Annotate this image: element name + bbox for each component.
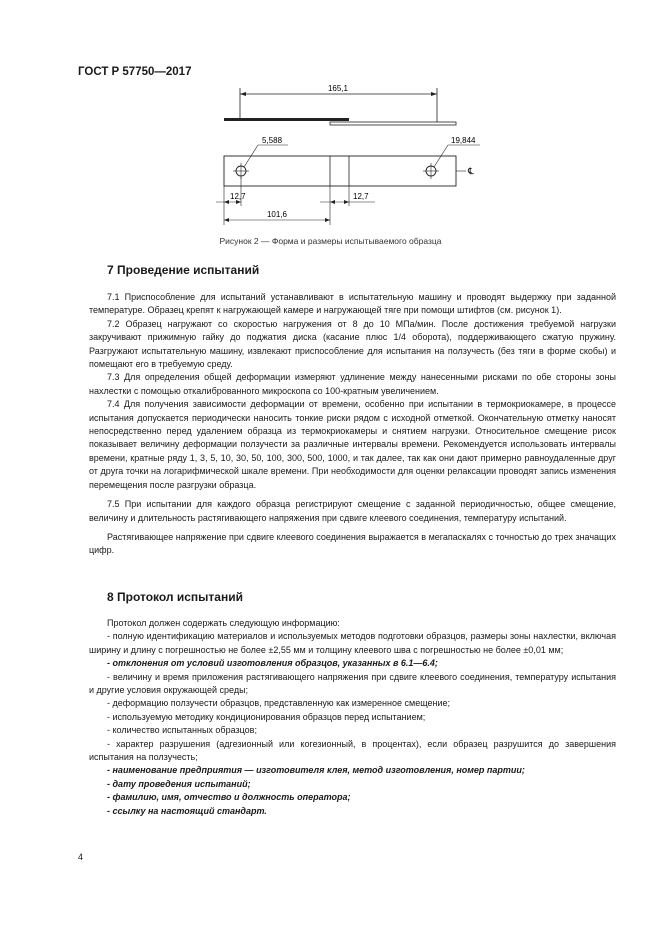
section-7-body [89,291,616,558]
page-number: 4 [78,852,84,862]
paragraph-7-3: 7.3 Для определения общей деформации измеряют удлинение между нанесенными рисками по обе стороны зоны нахлестки с помощью откалиброванного микроскопа со 100-кратным увеличением. [89,372,616,396]
document-header: ГОСТ Р 57750—2017 [78,66,192,78]
report-intro: Протокол должен содержать следующую информацию: [107,618,340,628]
dim-bottom-label: 101,6 [266,210,288,219]
report-item: - полную идентификацию материалов и используемых методов подготовки образцов, размеры зоны нахлестки, включая ширину и длину с погрешностью не более ±2,55 мм и толщину клеевого шва с погрешностью не более ±0,01 мм; [89,631,616,655]
report-item: - деформацию ползучести образцов, представленную как измеренное смещение; [107,698,451,709]
paragraph-7-1: 7.1 Приспособление для испытаний устанавливают в испытательную машину и проводят выдержку при заданной температуре. Образец крепят к нагружающей камере и нагружающей тяге при помощи штифтов (см. рисунок 1). [89,292,616,316]
report-item: - фамилию, имя, отчество и должность оператора; [107,792,351,803]
report-item: - величину и время приложения растягивающего напряжения при сдвиге клеевого соединения, температуру испытания и другие условия окружающей среды; [89,671,616,696]
dim-hole-right-label: 19,844 [451,136,476,145]
specimen-outline [224,156,456,186]
side-view-strip-right [330,122,456,125]
report-item: - количество испытанных образцов; [107,725,257,736]
report-item: - дату проведения испытаний; [107,778,251,789]
report-item: - используемую методику кондиционирования образцов перед испытанием; [107,711,426,722]
figure-caption: Рисунок 2 — Форма и размеры испытываемого образца [219,236,442,246]
dim-right-offset-label: 12,7 [353,192,369,201]
report-item: - наименование предприятия — изготовителя клея, метод изготовления, номер партии; [107,765,525,776]
dim-top-label: 165,1 [327,84,349,93]
paragraph-7-6: Растягивающее напряжение при сдвиге клеевого соединения выражается в мегапаскалях с точностью до трех значащих цифр. [89,531,616,556]
centerline-label: ℄ [468,166,474,176]
report-item: - ссылку на настоящий стандарт. [107,805,267,816]
paragraph-7-2: 7.2 Образец нагружают со скоростью нагружения от 8 до 10 МПа/мин. После достижения требуемой нагрузки закручивают прижимную гайку до поджатия диска (касание плюс 1/4 оборота), поддерживающего сжатую пружину. Разгружают испытательную машину, извлекают приспособление для испытания на ползучесть (без тяги в форме скобы) и помещают его в требуемую среду. [89,318,616,370]
specimen-drawing [0,80,661,245]
section-8-heading: 8 Протокол испытаний [107,590,243,604]
section-7-heading: 7 Проведение испытаний [107,263,260,277]
paragraph-7-4: 7.4 Для получения зависимости деформации от времени, особенно при испытании в термокриокамере, в процессе испытания допускается периодически наносить тонкие риски рядом с исходной отметкой. Окончательную отметку наносят непосредственно перед удалением образца из термокриокамеры и снятием нагрузки. Относительное смещение рисок показывает величину деформации ползучести за различные интервалы времени. Рекомендуется использовать интервалы времени, кратные ряду 1, 3, 5, 10, 30, 50, 100, 300, 500, 1000, и так далее, так как они дают примерно равноудаленные друг от друга точки на логарифмической шкале времени. При необходимости для оценки релаксации проводят запись изменения перемещения после разгрузки образца. [89,399,616,490]
dim-hole-left-label: 5,588 [262,136,283,145]
report-item: - характер разрушения (адгезионный или когезионный, в процентах), если образец разрушится до завершения испытания на ползучесть; [89,738,616,763]
side-view-strip-left [224,118,349,121]
section-8-body [89,617,616,818]
report-item: - отклонения от условий изготовления образцов, указанных в 6.1—6.4; [107,658,438,669]
dim-left-offset-label: 12,7 [230,192,246,201]
paragraph-7-5: 7.5 При испытании для каждого образца регистрируют смещение с заданной периодичностью, общее смещение, величину и длительность растягивающего напряжения при сдвиге клеевого соединения, температуру испытаний. [89,499,616,523]
